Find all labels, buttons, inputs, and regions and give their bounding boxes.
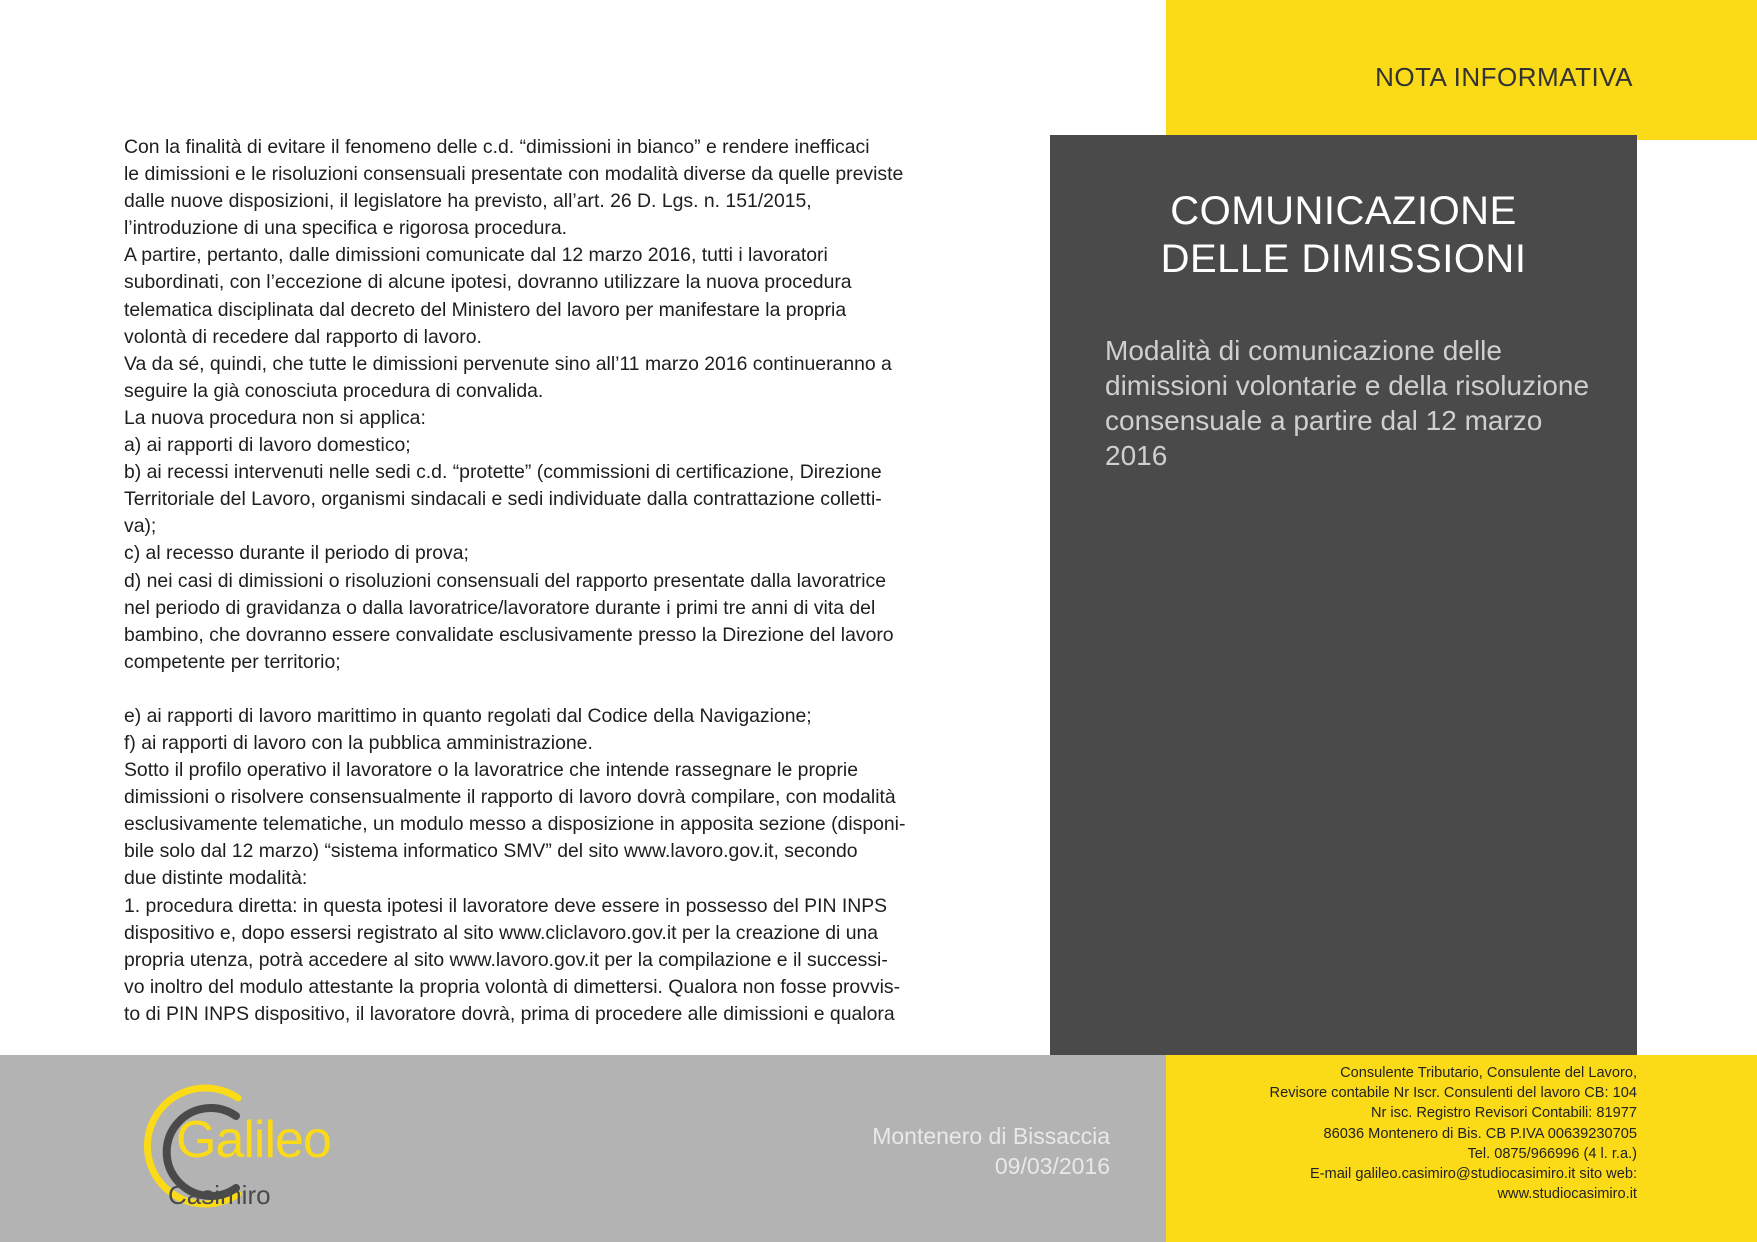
body-line: l’introduzione di una specifica e rigorosa procedura. xyxy=(124,217,568,240)
body-line: telematica disciplinata dal decreto del Ministero del lavoro per manifestare la propria xyxy=(124,298,847,321)
body-line: dispositivo e, dopo essersi registrato al sito www.cliclavoro.gov.it per la creazione di una xyxy=(124,921,879,944)
body-line: Territoriale del Lavoro, organismi sindacali e sedi individuate dalla contrattazione colletti- xyxy=(124,488,882,511)
body-line: competente per territorio; xyxy=(124,650,341,673)
body-line: Va da sé, quindi, che tutte le dimissioni pervenute sino all’11 marzo 2016 continueranno a xyxy=(124,352,892,375)
panel-subtitle: Modalità di comunicazione delle dimissioni volontarie e della risoluzione consensuale a partire dal 12 marzo 2016 xyxy=(1105,335,1590,471)
contact-line: Consulente Tributario, Consulente del Lavoro, xyxy=(1340,1065,1637,1081)
header-label: NOTA INFORMATIVA xyxy=(1375,62,1633,92)
footer-date: 09/03/2016 xyxy=(994,1153,1110,1179)
body-line: a) ai rapporti di lavoro domestico; xyxy=(124,434,411,457)
title-panel xyxy=(1050,135,1637,1056)
footer-place: Montenero di Bissaccia xyxy=(872,1123,1110,1149)
body-line: nel periodo di gravidanza o dalla lavoratrice/lavoratore durante i primi tre anni di vita del xyxy=(124,596,876,619)
body-line: dalle nuove disposizioni, il legislatore ha previsto, all’art. 26 D. Lgs. n. 151/2015, xyxy=(124,190,812,213)
body-line: le dimissioni e le risoluzioni consensuali presentate con modalità diverse da quelle previste xyxy=(124,163,904,186)
body-line: volontà di recedere dal rapporto di lavoro. xyxy=(124,325,482,348)
body-line: c) al recesso durante il periodo di prova; xyxy=(124,542,469,565)
contact-line: 86036 Montenero di Bis. CB P.IVA 00639230705 xyxy=(1323,1125,1637,1142)
contact-info xyxy=(1270,1063,1637,1204)
panel-title xyxy=(1050,187,1637,283)
body-line: Sotto il profilo operativo il lavoratore o la lavoratrice che intende rassegnare le proprie xyxy=(124,759,859,782)
contact-line: Revisore contabile Nr Iscr. Consulenti del lavoro CB: 104 xyxy=(1269,1085,1637,1102)
header-yellow-block xyxy=(1166,0,1757,140)
body-line: vo inoltro del modulo attestante la propria volontà di dimettersi. Qualora non fosse provvis- xyxy=(124,975,901,998)
logo-word-galileo: Galileo xyxy=(176,1111,331,1169)
body-text xyxy=(124,134,1004,1028)
body-line: va); xyxy=(124,515,157,538)
body-line: f) ai rapporti di lavoro con la pubblica amministrazione. xyxy=(124,731,593,754)
place-date xyxy=(872,1121,1110,1181)
body-line: 1. procedura diretta: in questa ipotesi il lavoratore deve essere in possesso del PIN INPS xyxy=(124,894,888,917)
body-line: bambino, che dovranno essere convalidate esclusivamente presso la Direzione del lavoro xyxy=(124,623,894,646)
contact-line: Tel. 0875/966996 (4 l. r.a.) xyxy=(1467,1145,1637,1162)
body-line: propria utenza, potrà accedere al sito www.lavoro.gov.it per la compilazione e il successi- xyxy=(124,948,888,971)
body-line: seguire la già conosciuta procedura di convalida. xyxy=(124,379,544,402)
body-line: subordinati, con l’eccezione di alcune ipotesi, dovranno utilizzare la nuova procedura xyxy=(124,271,852,294)
body-line: d) nei casi di dimissioni o risoluzioni consensuali del rapporto presentate dalla lavoratrice xyxy=(124,569,887,592)
body-line: dimissioni o risolvere consensualmente il rapporto di lavoro dovrà compilare, con modalità xyxy=(124,786,896,809)
contact-line: E-mail galileo.casimiro@studiocasimiro.it sito web: xyxy=(1309,1166,1637,1183)
body-line: bile solo dal 12 marzo) “sistema informatico SMV” del sito www.lavoro.gov.it, secondo xyxy=(124,840,858,863)
contact-line: www.studiocasimiro.it xyxy=(1497,1186,1637,1203)
body-line: e) ai rapporti di lavoro marittimo in quanto regolati dal Codice della Navigazione; xyxy=(124,704,812,727)
body-line: esclusivamente telematiche, un modulo messo a disposizione in apposita sezione (disponi- xyxy=(124,813,906,836)
body-line: Con la finalità di evitare il fenomeno delle c.d. “dimissioni in bianco” e rendere inefficaci xyxy=(124,136,870,158)
body-line: b) ai recessi intervenuti nelle sedi c.d. “protette” (commissioni di certificazione, Direzione xyxy=(124,461,882,484)
panel-title-line-1: COMUNICAZIONE xyxy=(1170,189,1517,233)
body-line: to di PIN INPS dispositivo, il lavoratore dovrà, prima di procedere alle dimissioni e qualora xyxy=(124,1002,895,1025)
paragraph-gap xyxy=(124,676,1004,703)
galileo-casimiro-logo xyxy=(118,1076,348,1216)
body-line: La nuova procedura non si applica: xyxy=(124,406,426,429)
footer-yellow-band xyxy=(1166,1055,1757,1242)
body-line: due distinte modalità: xyxy=(124,867,308,890)
contact-line: Nr isc. Registro Revisori Contabili: 81977 xyxy=(1370,1105,1637,1122)
panel-title-line-2: DELLE DIMISSIONI xyxy=(1160,237,1527,281)
logo-word-casimiro: Casimiro xyxy=(168,1180,271,1210)
body-line: A partire, pertanto, dalle dimissioni comunicate dal 12 marzo 2016, tutti i lavoratori xyxy=(124,244,828,267)
